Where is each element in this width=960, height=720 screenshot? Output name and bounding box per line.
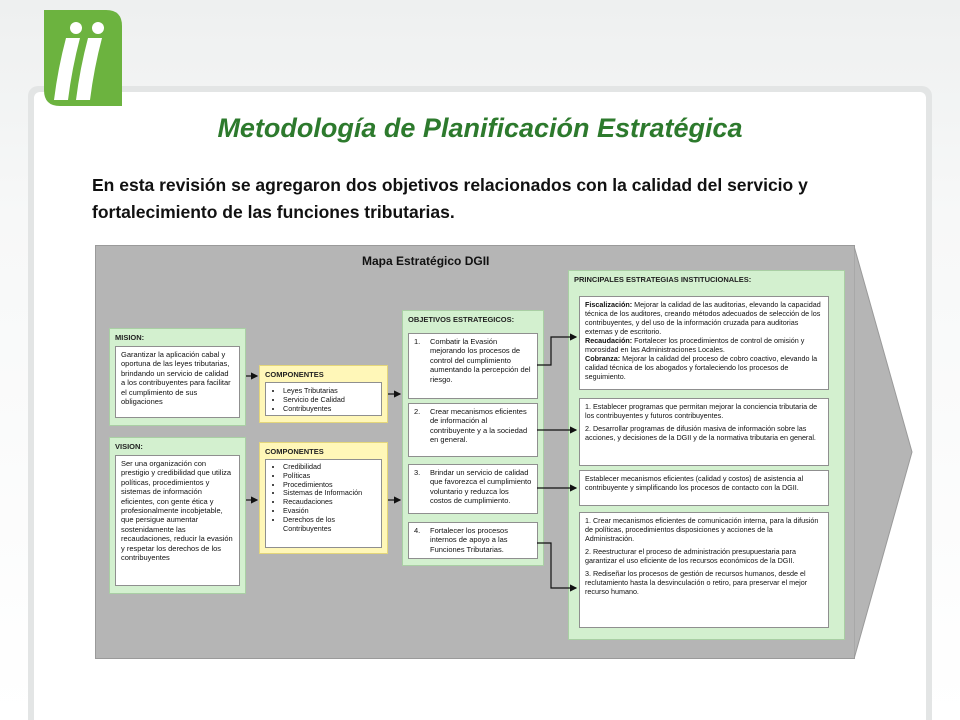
strategic-map-title: Mapa Estratégico DGII <box>362 254 490 268</box>
mision-heading: MISION: <box>115 333 145 342</box>
objetivos-box <box>402 310 544 566</box>
objetivo-item-1 <box>408 333 538 399</box>
objetivo-text: Fortalecer los procesos internos de apoyo a las Funciones Tributarias. <box>430 526 508 554</box>
estrategia-box-2 <box>579 398 829 466</box>
estrategia-item: 1. Establecer programas que permitan mejorar la conciencia tributaria de los contribuyentes y futuros contribuyentes. <box>585 402 818 420</box>
estrategias-heading: PRINCIPALES ESTRATEGIAS INSTITUCIONALES: <box>574 275 752 284</box>
estrategia-box-4 <box>579 512 829 628</box>
objetivo-text: Brindar un servicio de calidad que favorezca el cumplimiento voluntario y reduzca los costos de cumplimiento. <box>430 468 532 506</box>
map-arrow-head-icon <box>854 246 914 659</box>
objetivo-text: Crear mecanismos eficientes de información al contribuyente y a la sociedad en general. <box>430 407 528 445</box>
fiscalizacion-text: Mejorar la calidad de las auditorias, elevando la capacidad técnica de los auditores, creando métodos adecuados de selección de los contribuyentes, y del uso de la información cruzada para auditorias externas y de escritorio. <box>585 300 821 336</box>
componentes-box-2 <box>259 442 388 554</box>
estrategia-box-1 <box>579 296 829 390</box>
componentes-heading: COMPONENTES <box>265 370 324 379</box>
objetivo-item-4 <box>408 522 538 559</box>
mision-text: Garantizar la aplicación cabal y oportuna de las leyes tributarias, brindando un servicio de calidad a los contribuyentes para facilitar el cumplimiento de sus obligaciones <box>115 346 240 418</box>
objetivo-item-3 <box>408 464 538 514</box>
list-item: • Derechos de los Contribuyentes <box>283 516 376 534</box>
objetivo-number: 3. <box>414 468 421 477</box>
mision-box <box>109 328 246 426</box>
estrategia-item: 3. Rediseñar los procesos de gestión de recursos humanos, desde el reclutamiento hasta la desvinculación o retiro, para preservar el mejor recurso humano. <box>585 569 808 596</box>
slide-title: Metodología de Planificación Estratégica <box>217 113 743 143</box>
estrategia-item: 1. Crear mecanismos eficientes de comunicación interna, para la difusión de políticas, procedimientos disposiciones y acciones de la Administración. <box>585 516 819 543</box>
slide-subtitle: En esta revisión se agregaron dos objetivos relacionados con la calidad del servicio y fortalecimiento de las funciones tributarias. <box>92 175 808 222</box>
objetivo-number: 4. <box>414 526 421 535</box>
objetivo-number: 2. <box>414 407 421 416</box>
componentes-heading: COMPONENTES <box>265 447 324 456</box>
estrategia-item: 2. Reestructurar el proceso de administración presupuestaria para garantizar el uso eficiente de los recursos económicos de la DGII. <box>585 547 796 565</box>
recaudacion-label: Recaudación: <box>585 336 633 345</box>
list-item: • Procedimientos <box>283 481 376 490</box>
estrategia-box-3: Establecer mecanismos eficientes (calidad y costos) de asistencia al contribuyente y simplificando los procesos de contacto con la DGII. <box>579 470 829 506</box>
cobranza-label: Cobranza: <box>585 354 621 363</box>
objetivo-item-2 <box>408 403 538 457</box>
componentes-box-1 <box>259 365 388 423</box>
objetivo-text: Combatir la Evasión mejorando los procesos de control del cumplimiento aumentando la percepción del riesgo. <box>430 337 531 384</box>
vision-box <box>109 437 246 594</box>
list-item: • Evasión <box>283 507 376 516</box>
cobranza-text: Mejorar la calidad del proceso de cobro coactivo, elevando la calidad técnica de los abogados y fortaleciendo los procesos de seguimiento. <box>585 354 818 381</box>
list-item: • Leyes Tributarias <box>283 386 376 395</box>
list-item: • Credibilidad <box>283 463 376 472</box>
objetivo-number: 1. <box>414 337 421 346</box>
list-item: • Sistemas de Información <box>283 489 376 498</box>
ii-logo-icon <box>14 8 126 108</box>
objetivos-heading: OBJETIVOS ESTRATEGICOS: <box>408 315 515 324</box>
recaudacion-text: Fortalecer los procedimientos de control de omisión y morosidad en las Administraciones Locales. <box>585 336 805 354</box>
fiscalizacion-label: Fiscalización: <box>585 300 633 309</box>
vision-heading: VISION: <box>115 442 143 451</box>
list-item: • Políticas <box>283 472 376 481</box>
componentes-list <box>265 459 382 548</box>
list-item: • Servicio de Calidad <box>283 395 376 404</box>
estrategia-item: 2. Desarrollar programas de difusión masiva de información sobre las acciones, y decisiones de la DGII y de la normativa tributaria en general. <box>585 424 816 442</box>
vision-text: Ser una organización con prestigio y credibilidad que utiliza políticas, procedimientos y sistemas de información eficientes, con gente ética y profesionalmente incobjetable, que persigue aumentar sostenidamente las recaudaciones, reducir la evasión y respetar los derechos de los contribuyentes <box>115 455 240 586</box>
list-item: • Contribuyentes <box>283 404 376 413</box>
list-item: • Recaudaciones <box>283 498 376 507</box>
estrategias-box <box>568 270 845 640</box>
componentes-list <box>265 382 382 416</box>
